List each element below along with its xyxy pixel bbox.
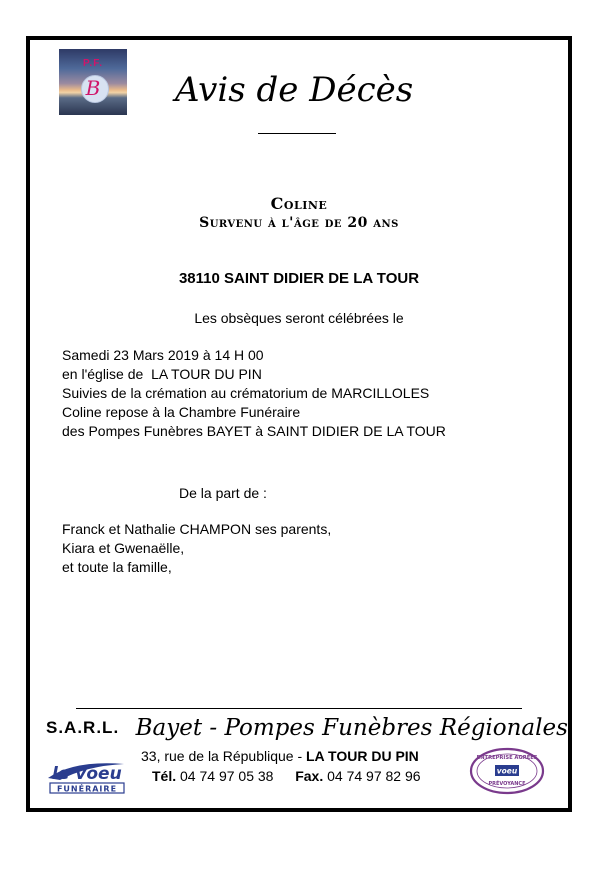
fax-number: 04 74 97 82 96 <box>327 768 421 784</box>
company-address <box>141 748 419 764</box>
footer-divider <box>76 708 522 709</box>
le-voeu-funeraire-logo <box>44 756 128 796</box>
voeu-logo-sub: FUNÉRAIRE <box>56 784 118 794</box>
title-divider <box>258 133 336 134</box>
tel-label: Tél. <box>152 768 177 784</box>
seal-bottom-text: PRÉVOYANCE <box>488 781 526 787</box>
ceremony-line: Samedi 23 Mars 2019 à 14 H 00 <box>62 347 264 363</box>
deceased-name: Coline <box>270 194 328 213</box>
ceremony-intro: Les obsèques seront célébrées le <box>194 310 404 326</box>
company-sarl: S.A.R.L. <box>46 718 120 737</box>
family-intro: De la part de : <box>179 485 267 501</box>
logo-pf-text: P.F. <box>83 58 103 69</box>
company-script-name: Bayet - Pompes Funèbres Régionales <box>135 715 568 741</box>
voeu-logo-name: le voeu <box>52 764 122 784</box>
deceased-town: 38110 SAINT DIDIER DE LA TOUR <box>178 270 420 287</box>
fax-label: Fax. <box>295 768 324 784</box>
family-line: Franck et Nathalie CHAMPON ses parents, <box>62 521 332 537</box>
company-name <box>46 715 568 741</box>
seal-top-text: ENTREPRISE AGRÉÉE <box>476 755 538 761</box>
ceremony-line: Coline repose à la Chambre Funéraire <box>62 404 301 420</box>
ceremony-line: des Pompes Funèbres BAYET à SAINT DIDIER DE LA TOUR <box>62 423 446 439</box>
accredited-seal-logo <box>469 747 545 795</box>
company-contacts <box>152 768 421 784</box>
deceased-age: Survenu à l'âge de 20 ans <box>199 215 399 231</box>
logo-letter: B <box>85 76 101 100</box>
family-line: Kiara et Gwenaëlle, <box>62 540 185 556</box>
ceremony-line: en l'église de LA TOUR DU PIN <box>62 366 262 382</box>
family-line: et toute la famille, <box>62 559 172 575</box>
address-city: LA TOUR DU PIN <box>306 748 419 764</box>
ceremony-line: Suivies de la crémation au crématorium de MARCILLOLES <box>62 385 430 401</box>
address-street: 33, rue de la République - <box>141 748 306 764</box>
ceremony-details <box>62 346 446 441</box>
tel-number: 04 74 97 05 38 <box>180 768 274 784</box>
funeral-home-logo <box>59 49 127 115</box>
seal-center-text: voeu <box>496 766 518 776</box>
family-list <box>62 520 331 577</box>
page-title: Avis de Décès <box>175 70 414 110</box>
